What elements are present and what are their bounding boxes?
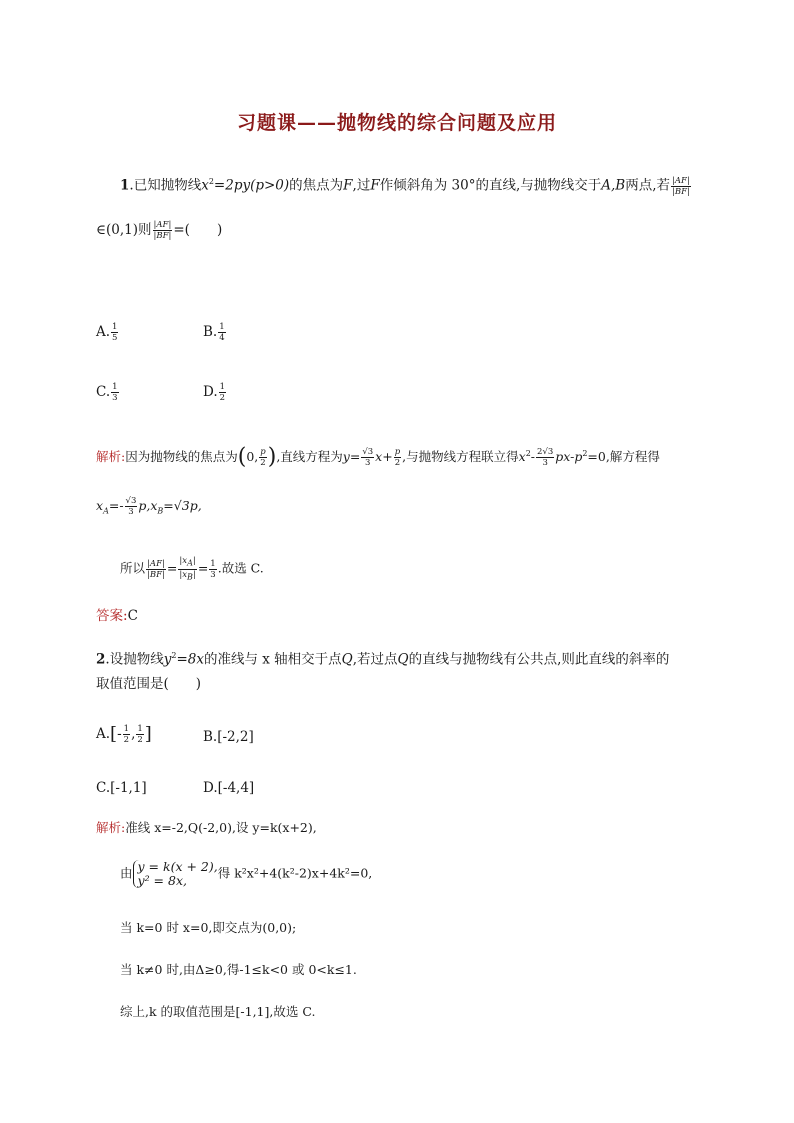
q2-option-a: A.[- $\frac{1}{2}$ , $\frac{1}{2}$ ] — [96, 723, 152, 745]
q1-analysis-line2: $x_A=-$ $\frac{√3}{3}$ $p,x_B=√3p$, — [96, 496, 202, 517]
q2-analysis-k0: 当 k=0 时 x=0,即交点为(0,0); — [120, 920, 297, 935]
q2-option-d: D.[-4,4] — [203, 780, 255, 796]
equation-system: y = k(x + 2), y² = 8x, — [133, 860, 218, 888]
q1-number: 1 — [120, 177, 130, 194]
q2-option-b: B.[-2,2] — [203, 729, 254, 745]
answer-label: 答案: — [96, 608, 128, 624]
q1-analysis-line3: 所以 $\frac{|AF|}{|BF|}$ = $\frac{|xA|}{|xB|}$ = $\frac{1}{3}$ .故选 C. — [120, 556, 264, 582]
q1-analysis-line1: 解析:因为抛物线的焦点为(0, $\frac{p}{2}$ ),直线方程为y= $\frac{√3}{3}$ x+ $\frac{p}{2}$ ,与抛物线方程联立得$x^2-$ $\frac{2√3}{3}$ $px-p^2=0$,解方程得 — [96, 444, 660, 470]
q1-stem-line2: ∈(0,1)则 $\frac{|AF|}{|BF|}$ =( ) — [96, 220, 223, 241]
q2-analysis-kn0: 当 k≠0 时,由Δ≥0,得-1≤k<0 或 0<k≤1. — [120, 962, 357, 977]
q2-conclusion: 综上,k 的取值范围是[-1,1],故选 C. — [120, 1004, 316, 1019]
q1-fraction-af-bf-2: $\frac{|AF|}{|BF|}$ — [153, 220, 172, 241]
q2-number: 2 — [96, 651, 106, 668]
analysis-label: 解析: — [96, 820, 126, 835]
q2-option-c: C.[-1,1] — [96, 780, 147, 796]
q2-stem-line1: 2.设抛物线$y^2=8x$的准线与 x 轴相交于点Q,若过点Q的直线与抛物线有公共点,则此直线的斜率的 — [96, 651, 670, 668]
q1-option-b: B. $\frac{1}{4}$ — [203, 322, 225, 343]
q1-option-a: A. $\frac{1}{5}$ — [96, 322, 118, 343]
q2-analysis-line1: 解析:准线 x=-2,Q(-2,0),设 y=k(x+2), — [96, 820, 317, 835]
q1-fraction-af-bf: $\frac{|AF|}{|BF|}$ — [672, 175, 690, 197]
q2-analysis-system: 由 y = k(x + 2), y² = 8x, 得 k²x²+4(k²-2)x+4k²=0, — [120, 859, 373, 888]
q2-stem-line2: 取值范围是( ) — [96, 676, 202, 692]
q1-stem-line1: 1.已知抛物线$x^2=2py(p>0)$的焦点为F,过F作倾斜角为 30°的直线,与抛物线交于A,B两点,若 $\frac{|AF|}{|BF|}$ — [120, 175, 690, 197]
q1-answer: 答案:C — [96, 608, 138, 624]
page-title: 习题课——抛物线的综合问题及应用 — [236, 112, 557, 134]
q1-option-c: C. $\frac{1}{3}$ — [96, 382, 118, 403]
q1-option-d: D. $\frac{1}{2}$ — [203, 382, 226, 403]
analysis-label: 解析: — [96, 449, 126, 465]
